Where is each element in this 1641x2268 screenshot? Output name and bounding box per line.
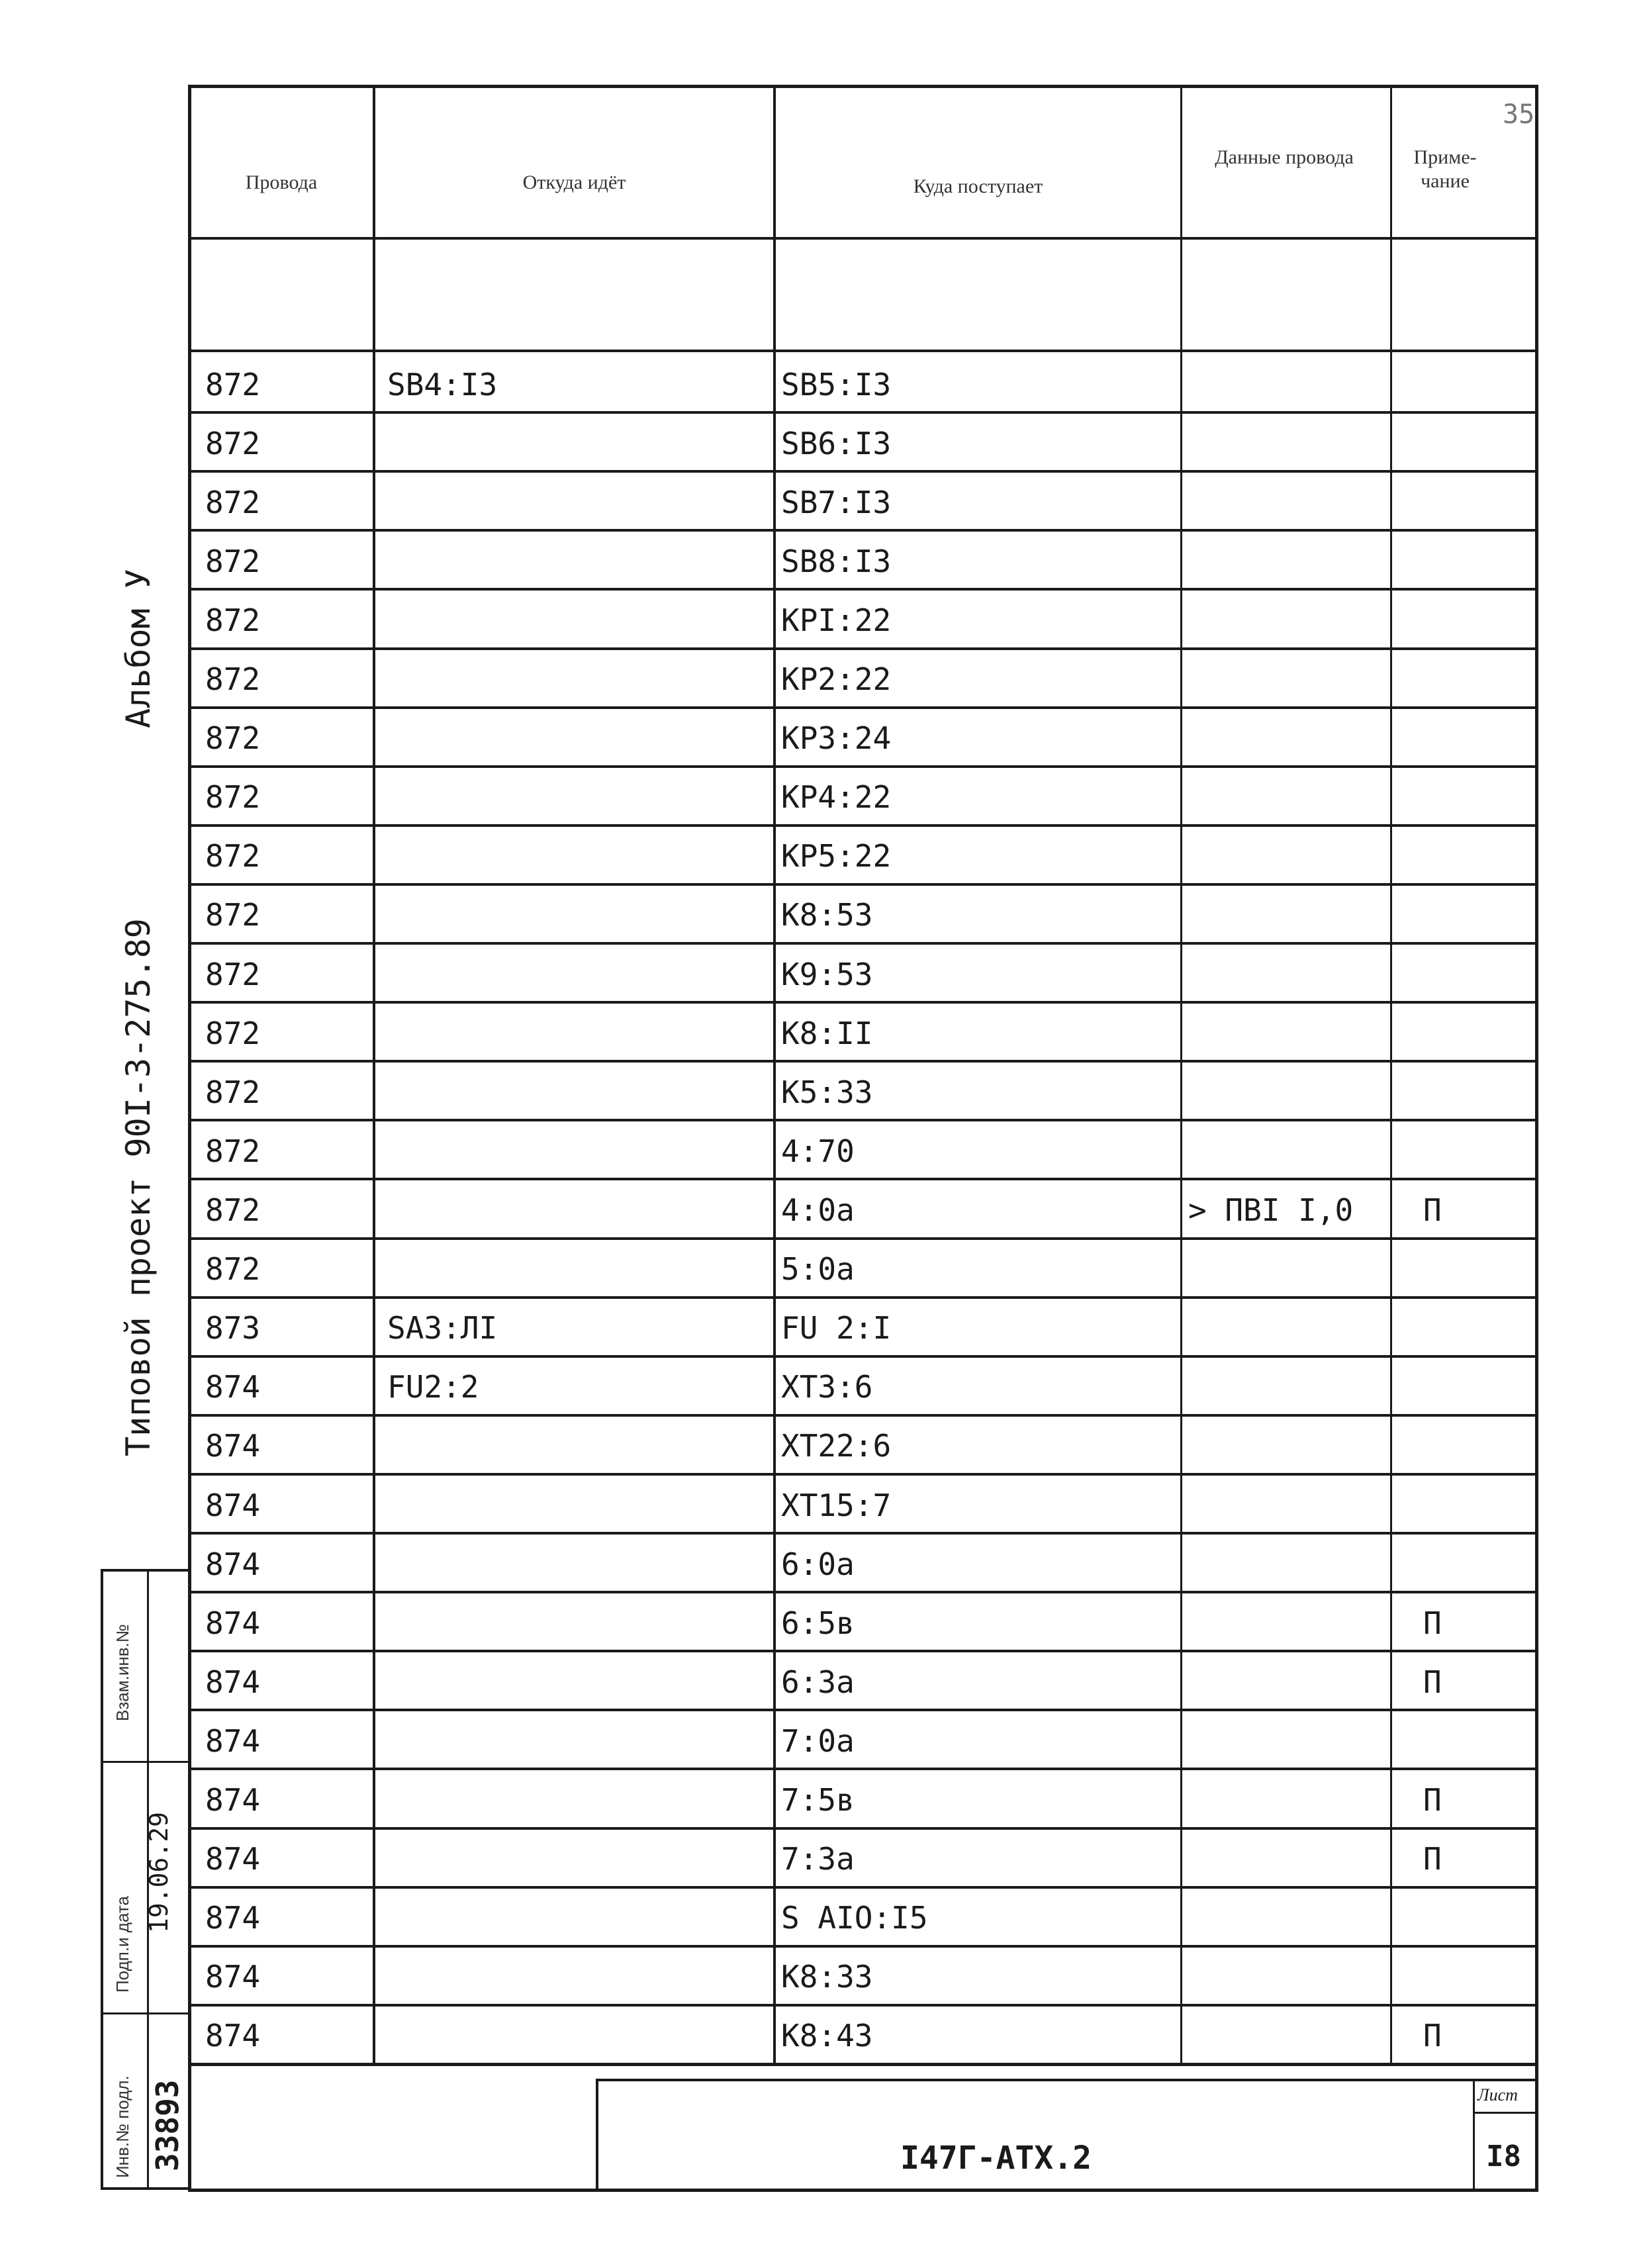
cell-to: K8:II	[781, 1016, 873, 1051]
row-divider	[188, 1001, 1538, 1004]
cell-note: П	[1423, 1192, 1442, 1228]
cell-wire-data: > ПВI I,0	[1188, 1192, 1354, 1228]
page-number-corner: 35	[1503, 99, 1535, 130]
cell-wire: 872	[205, 602, 261, 638]
cell-wire: 874	[205, 1488, 261, 1523]
cell-to: XT3:6	[781, 1369, 873, 1405]
row-divider	[188, 1650, 1538, 1652]
row-divider	[188, 470, 1538, 473]
project-label: Типовой проект 90I-3-275.89	[119, 918, 158, 1456]
cell-wire: 873	[205, 1310, 261, 1346]
cell-to: KP2:22	[781, 661, 892, 697]
cell-to: 7:5в	[781, 1782, 855, 1818]
cell-to: SB8:I3	[781, 543, 892, 579]
header-to: Куда поступает	[913, 175, 1043, 197]
stamp-sign-date-value: 19.06.29	[144, 1811, 173, 1933]
header-wire-data: Данные провода	[1215, 146, 1354, 168]
row-divider	[188, 1296, 1538, 1299]
cell-to: S AIO:I5	[781, 1900, 928, 1936]
cell-to: KP3:24	[781, 720, 892, 756]
cell-to: 4:70	[781, 1133, 855, 1169]
cell-wire: 872	[205, 1016, 261, 1051]
cell-wire: 874	[205, 1605, 261, 1641]
sheet-label: Лист	[1477, 2085, 1518, 2104]
cell-to: XT22:6	[781, 1428, 892, 1464]
cell-wire: 872	[205, 897, 261, 933]
row-divider	[188, 529, 1538, 532]
cell-to: 6:5в	[781, 1605, 855, 1641]
row-divider	[188, 1945, 1538, 1948]
cell-to: K8:53	[781, 897, 873, 933]
cell-note: П	[1423, 1664, 1442, 1700]
stamp-sign-date-label: Подп.и дата	[113, 1896, 132, 1993]
cell-wire: 872	[205, 485, 261, 520]
row-divider	[188, 1355, 1538, 1358]
cell-note: П	[1423, 2018, 1442, 2054]
row-divider	[188, 588, 1538, 591]
row-divider	[188, 765, 1538, 768]
cell-to: 7:3a	[781, 1841, 855, 1877]
row-divider	[188, 411, 1538, 414]
cell-to: 4:0a	[781, 1192, 855, 1228]
cell-wire: 872	[205, 661, 261, 697]
stamp-inv-orig-label: Инв.№ подл.	[113, 2075, 132, 2178]
row-divider	[188, 824, 1538, 827]
row-divider	[188, 1414, 1538, 1417]
cell-from: FU2:2	[387, 1369, 479, 1405]
cell-wire: 874	[205, 1782, 261, 1818]
row-divider	[188, 1060, 1538, 1063]
cell-to: 6:3a	[781, 1664, 855, 1700]
cell-wire: 872	[205, 1251, 261, 1287]
header-from: Откуда идёт	[522, 171, 626, 193]
cell-to: KP4:22	[781, 779, 892, 815]
cell-wire: 872	[205, 543, 261, 579]
row-divider	[188, 942, 1538, 945]
row-divider	[188, 1237, 1538, 1240]
cell-to: SB7:I3	[781, 485, 892, 520]
cell-wire: 872	[205, 1192, 261, 1228]
cell-to: K9:53	[781, 957, 873, 992]
cell-wire: 874	[205, 2018, 261, 2054]
stamp-inv-orig-value: 33893	[150, 2079, 185, 2171]
cell-to: KPI:22	[781, 602, 892, 638]
cell-wire: 872	[205, 426, 261, 461]
cell-wire: 874	[205, 1723, 261, 1759]
cell-wire: 874	[205, 1900, 261, 1936]
row-divider	[188, 1532, 1538, 1535]
cell-to: 6:0a	[781, 1546, 855, 1582]
cell-wire: 872	[205, 1074, 261, 1110]
row-divider	[188, 647, 1538, 650]
cell-wire: 872	[205, 957, 261, 992]
cell-to: SB6:I3	[781, 426, 892, 461]
album-label: Альбом У	[119, 569, 158, 728]
cell-wire: 874	[205, 1664, 261, 1700]
cell-wire: 872	[205, 367, 261, 402]
row-divider	[188, 2004, 1538, 2007]
stamp-inv-replace-label: Взам.инв.№	[113, 1624, 132, 1721]
row-divider	[188, 1768, 1538, 1770]
cell-wire: 874	[205, 1841, 261, 1877]
cell-wire: 872	[205, 720, 261, 756]
cell-note: П	[1423, 1782, 1442, 1818]
cell-from: SA3:ЛI	[387, 1310, 498, 1346]
cell-to: K5:33	[781, 1074, 873, 1110]
cell-note: П	[1423, 1605, 1442, 1641]
row-divider	[188, 1709, 1538, 1711]
cell-to: K8:33	[781, 1959, 873, 1995]
header-wire: Провода	[245, 171, 318, 193]
cell-to: K8:43	[781, 2018, 873, 2054]
cell-wire: 872	[205, 779, 261, 815]
cell-to: 7:0a	[781, 1723, 855, 1759]
row-divider	[188, 1119, 1538, 1121]
sheet-number: I8	[1486, 2140, 1521, 2173]
cell-wire: 872	[205, 838, 261, 874]
row-divider	[188, 1178, 1538, 1180]
row-divider	[188, 706, 1538, 709]
cell-wire: 874	[205, 1428, 261, 1464]
cell-to: XT15:7	[781, 1488, 892, 1523]
cell-to: 5:0a	[781, 1251, 855, 1287]
row-divider	[188, 1473, 1538, 1476]
cell-from: SB4:I3	[387, 367, 498, 402]
cell-wire: 874	[205, 1369, 261, 1405]
cell-wire: 874	[205, 1959, 261, 1995]
cell-wire: 874	[205, 1546, 261, 1582]
row-divider	[188, 1591, 1538, 1593]
row-divider	[188, 1827, 1538, 1830]
header-note: Приме- чание	[1413, 146, 1477, 192]
row-divider	[188, 1886, 1538, 1889]
document-code: I47Г-АТХ.2	[900, 2140, 1092, 2177]
row-divider	[188, 883, 1538, 886]
cell-wire: 872	[205, 1133, 261, 1169]
cell-to: FU 2:I	[781, 1310, 892, 1346]
cell-note: П	[1423, 1841, 1442, 1877]
cell-to: KP5:22	[781, 838, 892, 874]
cell-to: SB5:I3	[781, 367, 892, 402]
